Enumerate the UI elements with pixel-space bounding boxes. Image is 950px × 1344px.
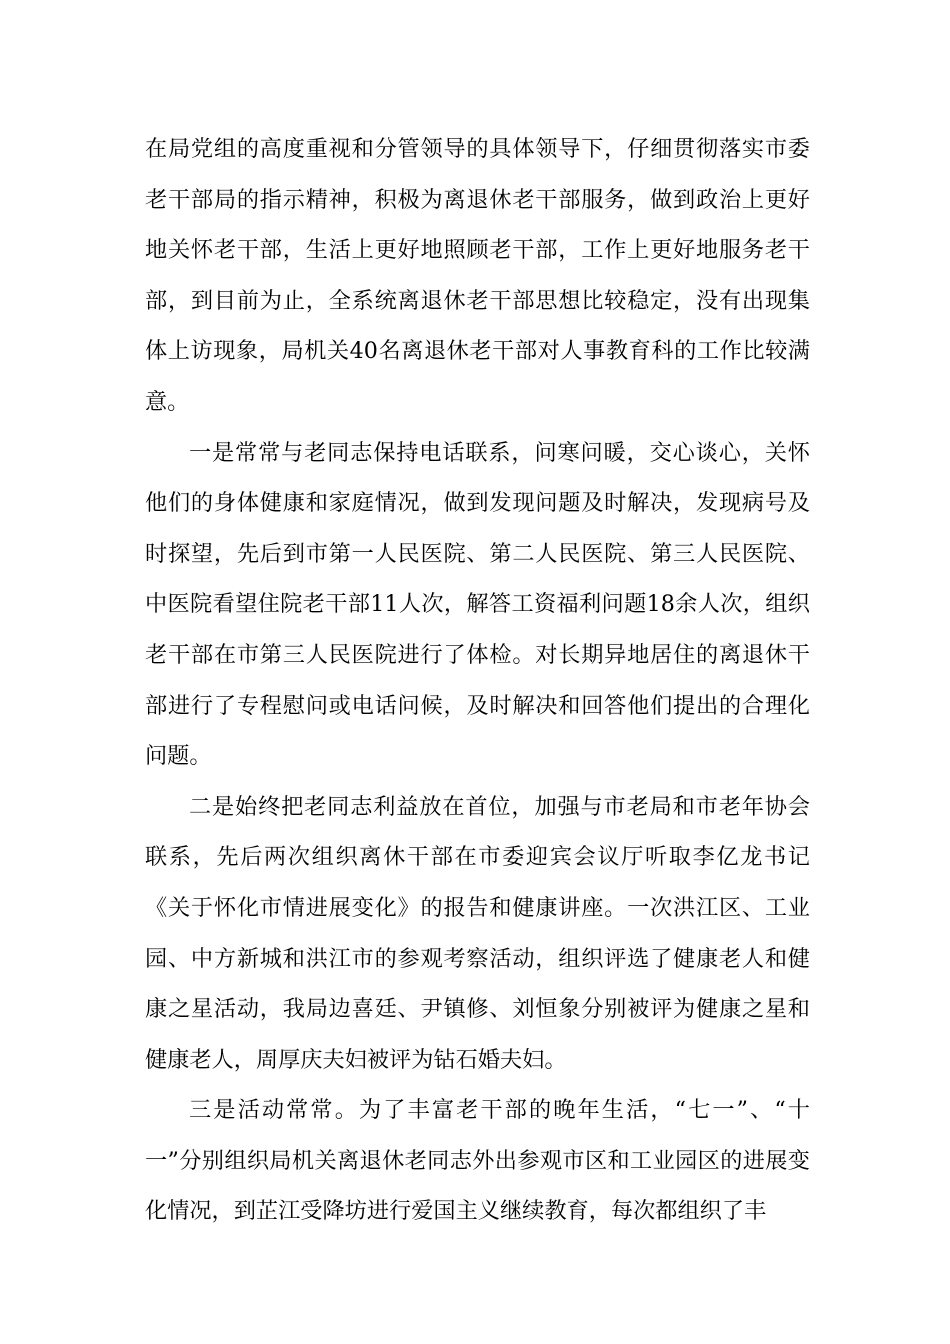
paragraph-point-two: 二是始终把老同志利益放在首位，加强与市老局和市老年协会联系，先后两次组织离休干部在市委迎宾会议厅听取李亿龙书记《关于怀化市情进展变化》的报告和健康讲座。一次洪江区、工业园、中方新城和洪江市的参观考察活动，组织评选了健康老人和健康之星活动，我局边喜廷、尹镇修、刘恒象分别被评为健康之星和健康老人，周厚庆夫妇被评为钻石婚夫妇。 xyxy=(145,793,810,1073)
paragraph-intro: 在局党组的高度重视和分管领导的具体领导下，仔细贯彻落实市委老干部局的指示精神，积极为离退休老干部服务，做到政治上更好地关怀老干部，生活上更好地照顾老干部，工作上更好地服务老干部，到目前为止，全系统离退休老干部思想比较稳定，没有出现集体上访现象，局机关40名离退休老干部对人事教育科的工作比较满意。 xyxy=(145,136,810,415)
paragraph-point-three: 三是活动常常。为了丰富老干部的晚年生活，“七一”、“十一”分别组织局机关离退休老同志外出参观市区和工业园区的进展变化情况，到芷江受降坊进行爱国主义继续教育，每次都组织了丰 xyxy=(145,1097,810,1225)
paragraph-point-one: 一是常常与老同志保持电话联系，问寒问暖，交心谈心，关怀他们的身体健康和家庭情况，做到发现问题及时解决，发现病号及时探望，先后到市第一人民医院、第二人民医院、第三人民医院、中医院看望住院老干部11人次，解答工资福利问题18余人次，组织老干部在市第三人民医院进行了体检。对长期异地居住的离退休干部进行了专程慰问或电话问候，及时解决和回答他们提出的合理化问题。 xyxy=(145,439,810,770)
document-body xyxy=(145,124,810,1237)
